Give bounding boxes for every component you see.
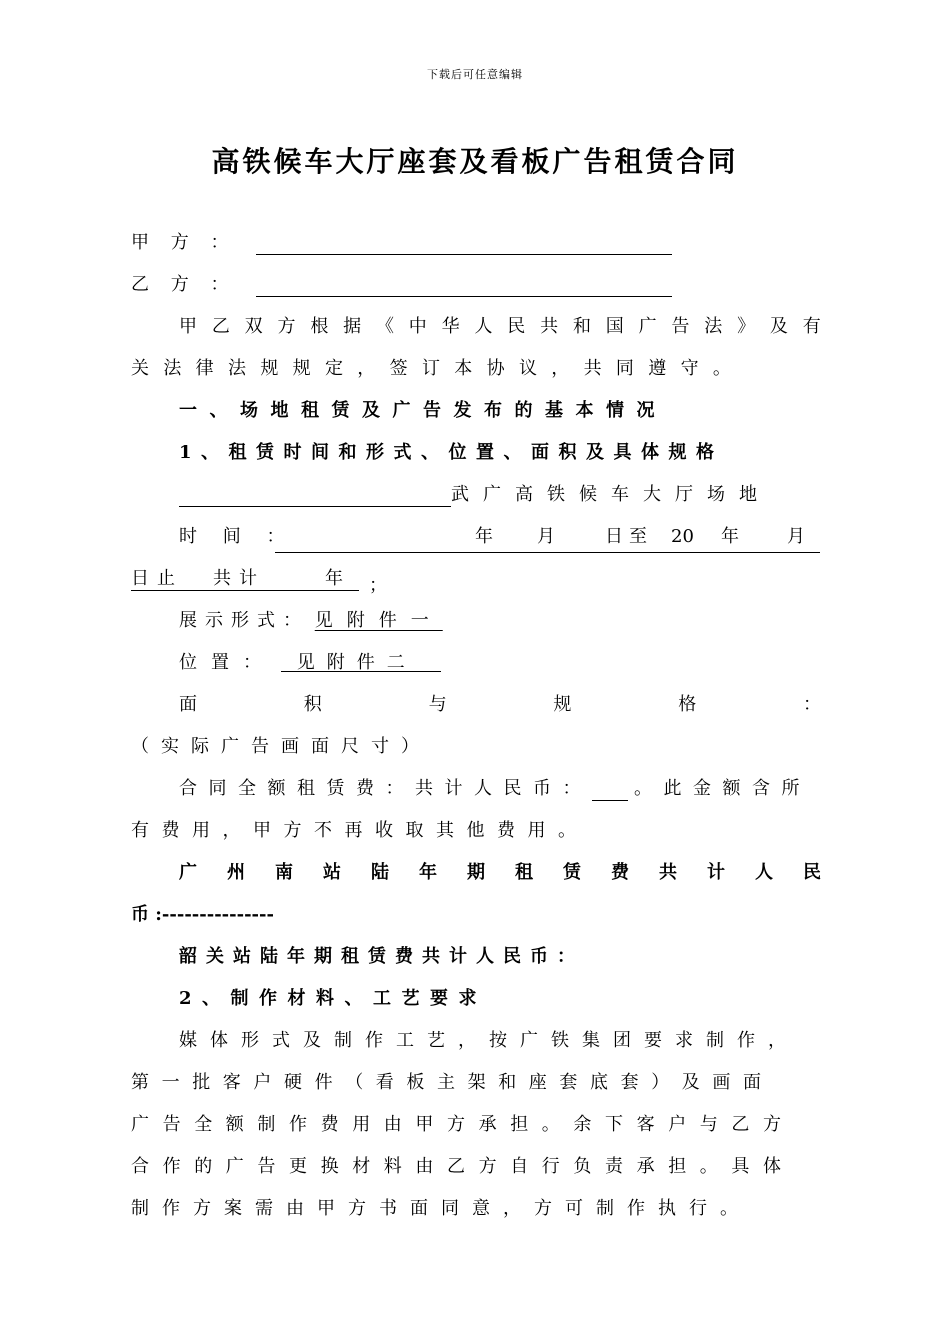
item-2-heading: 2、制作材料、工艺要求 [179,988,488,1009]
time-blank[interactable]: 年 月 日至 20 年 月 [275,522,820,553]
party-a-line [131,228,821,258]
venue-line [179,480,821,510]
contract-title: 高铁候车大厅座套及看板广告租赁合同 [211,145,739,178]
item-1-heading: 1、租赁时间和形式、位置、面积及具体规格 [179,442,724,463]
production-line-4: 合作的广告更换材料由乙方自行负责承担。具体 [131,1156,795,1177]
time-line-cont: 日止 共计 年 ； [131,564,821,594]
party-a-label: 甲 方 ： [131,232,237,253]
total-fee-line-2: 有费用，甲方不再收取其他费用。 [131,820,589,841]
production-line-1: 媒体形式及制作工艺，按广铁集团要求制作， [179,1030,799,1051]
intro-line-1: 甲 乙 双 方 根 据 《 中 华 人 民 共 和 国 广 告 法 》 及 有 [179,316,821,337]
guangzhou-fee-line-1: 广 州 南 站 陆 年 期 租 赁 费 共 计 人 民 [179,862,821,883]
time-line [179,522,821,552]
party-b-line [131,270,821,300]
section-1-heading: 一、场地租赁及广告发布的基本情况 [179,400,667,421]
intro-line-2: 关 法 律 法 规 规 定 ， 签 订 本 协 议 ， 共 同 遵 守 。 [131,358,731,379]
party-b-blank[interactable] [256,274,672,297]
display-form-label: 展示形式： [179,610,309,631]
party-a-blank[interactable] [256,232,672,255]
display-form-value: 见附件一 [314,610,443,631]
display-form-line [179,606,821,636]
production-line-2: 第一批客户硬件（看板主架和座套底套）及画面 [131,1072,774,1093]
total-fee-blank[interactable] [592,778,628,801]
production-line-3: 广告全额制作费用由甲方承担。余下客户与乙方 [131,1114,795,1135]
venue-blank[interactable] [179,484,451,507]
area-line-1: 面 积 与 规 格 ： [179,694,821,715]
position-value: 见附件二 [281,648,441,672]
time-label: 时 间 ： [179,526,295,547]
area-line-2: （实际广告画面尺寸） [131,736,431,757]
party-b-label: 乙 方 ： [131,274,237,295]
time-duration-blank[interactable]: 日止 共计 年 [131,564,359,591]
shaoguan-fee-line: 韶关站陆年期租赁费共计人民币： [179,946,584,967]
total-fee-line-1: 合同全额租赁费：共计人民币： 。此金额含所 [179,778,811,799]
position-line [179,648,821,678]
production-line-5: 制作方案需由甲方书面同意，方可制作执行。 [131,1198,751,1219]
venue-text: 武广高铁候车大厅场地 [451,484,771,505]
guangzhou-fee-line-2: 币 :--------------- [131,904,274,925]
position-label: 位置： [179,652,275,673]
header-note: 下载后可任意编辑 [427,68,523,81]
